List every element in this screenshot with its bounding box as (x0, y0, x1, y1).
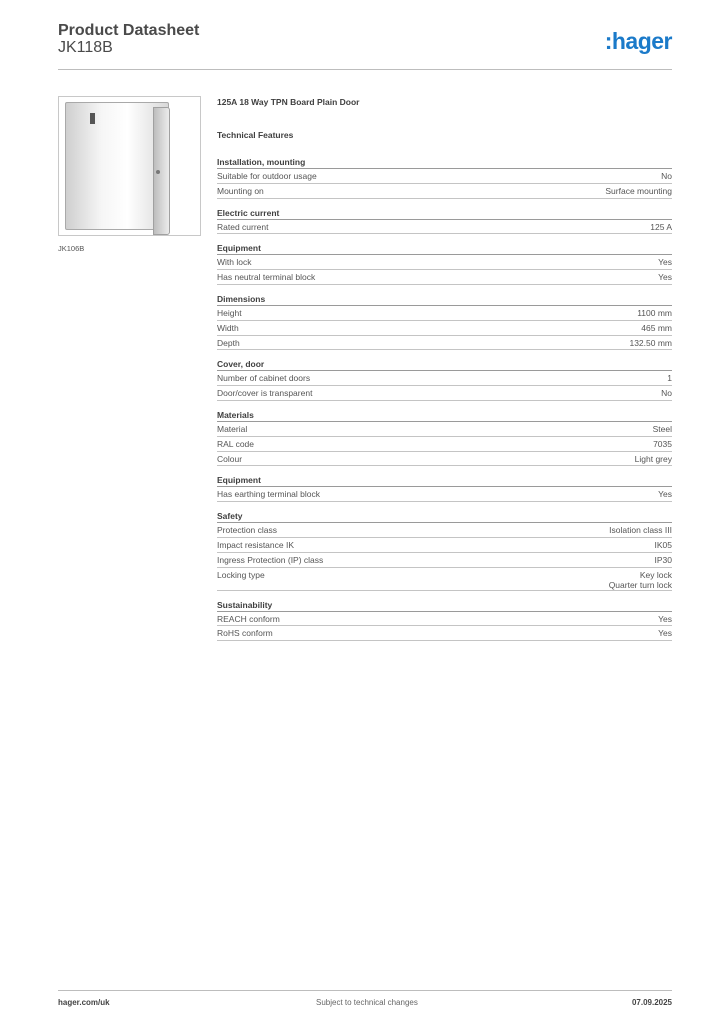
spec-section (217, 293, 672, 350)
spec-value: Yes (658, 628, 672, 639)
spec-row (217, 270, 672, 285)
spec-row (217, 553, 672, 568)
spec-row (217, 220, 672, 235)
spec-value: Yes (658, 489, 672, 500)
section-title: Equipment (217, 242, 672, 255)
spec-value: Light grey (634, 453, 672, 464)
spec-content (217, 96, 672, 649)
spec-row (217, 386, 672, 401)
section-title: Safety (217, 510, 672, 523)
spec-label: Depth (217, 337, 240, 348)
spec-value: 1 (667, 373, 672, 384)
spec-label: Rated current (217, 221, 269, 232)
spec-label: RAL code (217, 438, 255, 449)
spec-value: Yes (658, 272, 672, 283)
product-code: JK118B (58, 39, 113, 56)
spec-row (217, 184, 672, 199)
spec-label: Height (217, 307, 242, 318)
spec-row (217, 523, 672, 538)
cabinet-lock-icon (156, 170, 160, 174)
spec-section (217, 156, 672, 199)
spec-value: 132.50 mm (629, 337, 672, 348)
technical-features-heading: Technical Features (217, 130, 294, 140)
spec-value: IP30 (654, 554, 672, 565)
footer-date: 07.09.2025 (631, 998, 672, 1007)
spec-section (217, 242, 672, 285)
image-caption: JK106B (58, 244, 85, 253)
document-title: Product Datasheet (58, 22, 200, 39)
spec-section (217, 358, 672, 401)
spec-label: REACH conform (217, 613, 280, 624)
spec-value: 125 A (650, 221, 672, 232)
spec-section (217, 599, 672, 642)
spec-label: Door/cover is transparent (217, 388, 313, 399)
spec-row (217, 422, 672, 437)
product-image (58, 96, 201, 236)
spec-row (217, 169, 672, 184)
spec-label: Has neutral terminal block (217, 272, 316, 283)
cabinet-label-strip (90, 113, 95, 124)
spec-label: Suitable for outdoor usage (217, 171, 317, 181)
product-name: 125A 18 Way TPN Board Plain Door (217, 97, 360, 107)
cabinet-illustration (65, 102, 169, 230)
section-title: Equipment (217, 474, 672, 487)
spec-label: With lock (217, 257, 252, 268)
spec-value: No (661, 388, 672, 399)
footer-notice: Subject to technical changes (316, 998, 418, 1007)
section-title: Installation, mounting (217, 156, 672, 169)
spec-value: 1100 mm (637, 307, 672, 318)
spec-value: 7035 (653, 438, 672, 449)
section-title: Sustainability (217, 599, 672, 612)
spec-value: Isolation class III (609, 525, 672, 536)
spec-label: Locking type (217, 569, 265, 580)
spec-row (217, 321, 672, 336)
footer-divider (58, 990, 672, 991)
spec-row (217, 452, 672, 467)
spec-label: Ingress Protection (IP) class (217, 554, 324, 565)
spec-label: Protection class (217, 525, 277, 536)
spec-value: Steel (652, 423, 672, 434)
spec-value: Key lock Quarter turn lock (608, 569, 672, 590)
spec-label: RoHS conform (217, 628, 273, 639)
spec-label: Colour (217, 453, 243, 464)
spec-section (217, 510, 672, 590)
section-title: Dimensions (217, 293, 672, 306)
spec-section (217, 474, 672, 502)
spec-row (217, 568, 672, 591)
spec-row (217, 538, 672, 553)
footer-website[interactable]: hager.com/uk (58, 998, 110, 1007)
spec-row (217, 612, 672, 627)
spec-section (217, 409, 672, 466)
spec-label: Has earthing terminal block (217, 489, 320, 500)
section-title: Electric current (217, 207, 672, 220)
header-divider (58, 69, 672, 70)
spec-row (217, 306, 672, 321)
spec-row (217, 437, 672, 452)
spec-label: Number of cabinet doors (217, 373, 311, 384)
spec-value: IK05 (654, 539, 672, 550)
section-title: Cover, door (217, 358, 672, 371)
spec-value: Surface mounting (605, 185, 672, 196)
spec-value: Yes (658, 613, 672, 624)
section-title: Materials (217, 409, 672, 422)
hager-logo: :hager (604, 28, 672, 54)
spec-label: Impact resistance IK (217, 539, 295, 550)
spec-sections (217, 156, 672, 641)
spec-label: Mounting on (217, 185, 264, 196)
spec-label: Material (217, 423, 248, 434)
spec-value: 465 mm (641, 322, 672, 333)
spec-row (217, 336, 672, 351)
spec-value: Yes (658, 257, 672, 268)
spec-row (217, 626, 672, 641)
spec-row (217, 371, 672, 386)
spec-row (217, 255, 672, 270)
spec-section (217, 207, 672, 235)
spec-label: Width (217, 322, 239, 333)
page-header (58, 22, 672, 70)
spec-row (217, 487, 672, 502)
spec-value: No (661, 171, 672, 181)
